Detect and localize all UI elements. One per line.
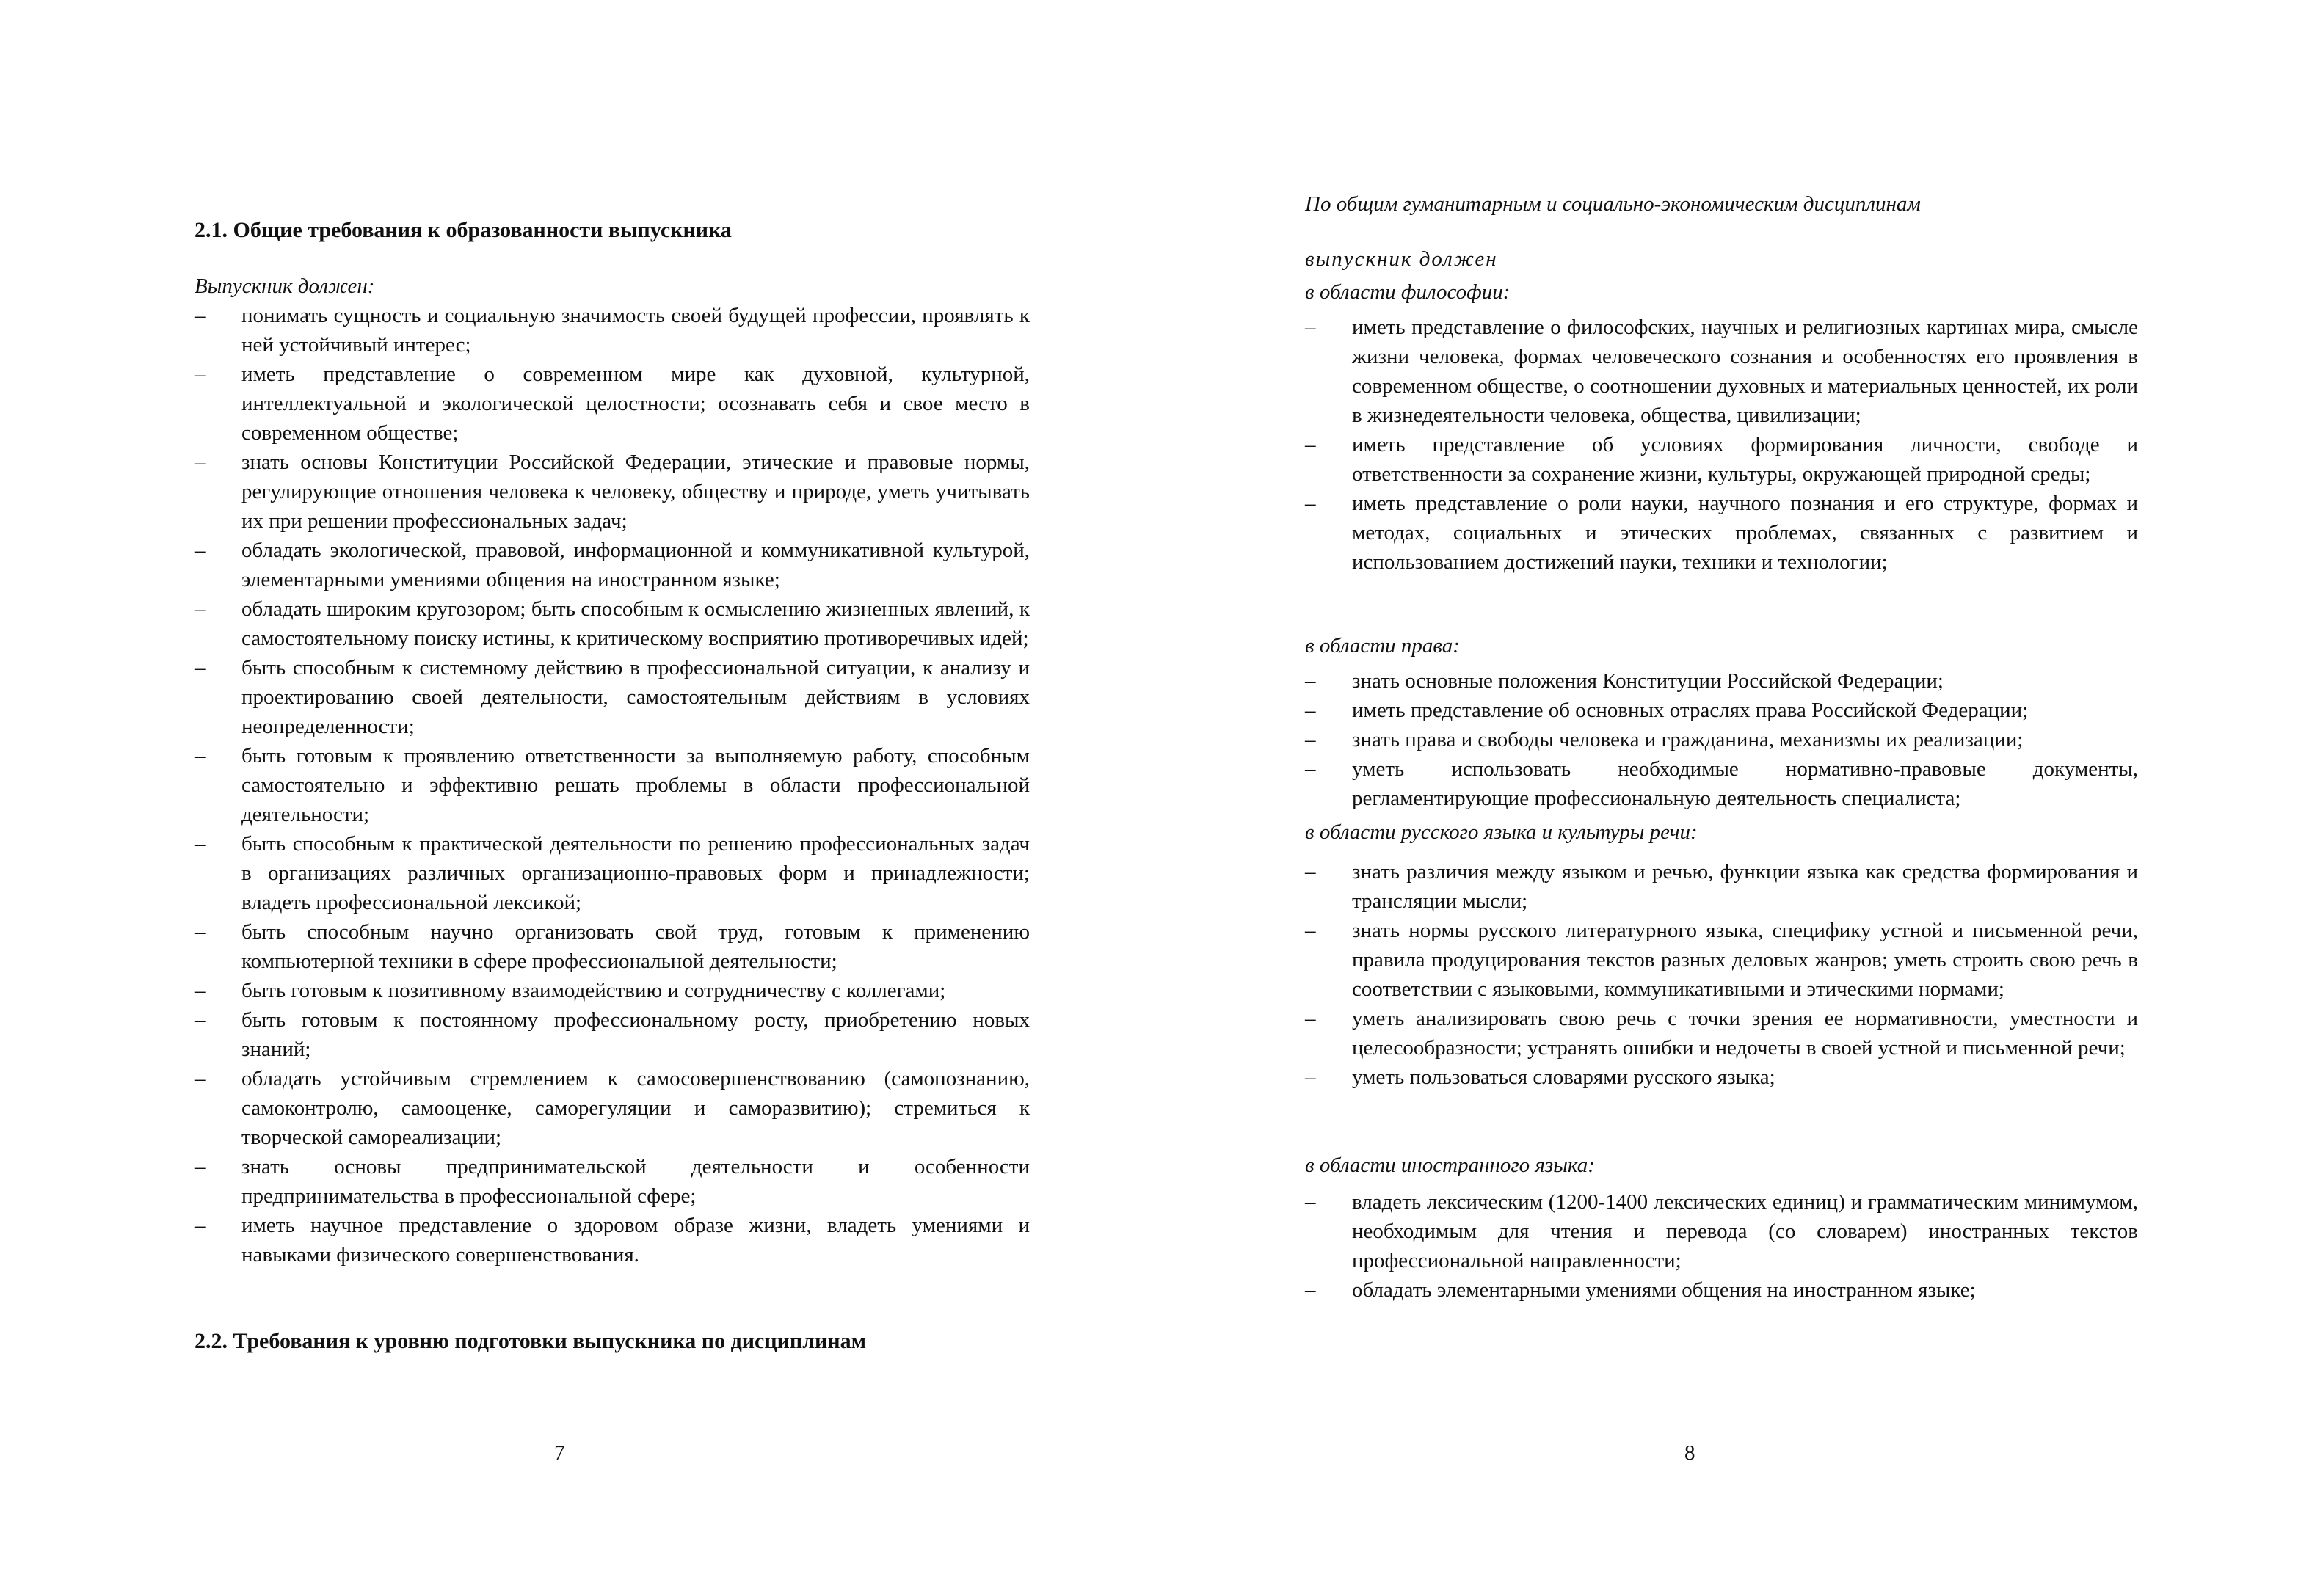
list-item: – знать права и свободы человека и гражданина, механизмы их реализации;	[1305, 725, 2138, 754]
list-item: – быть способным к системному действию в профессиональной ситуации, к анализу и проектированию своей деятельности, самостоятельным действиям в условиях неопределенности;	[195, 653, 1030, 741]
philosophy-title: в области философии:	[1305, 280, 1511, 304]
section-heading-2-1: 2.1. Общие требования к образованности выпускника	[195, 218, 732, 242]
section-heading-2-2: 2.2. Требования к уровню подготовки выпускника по дисциплинам	[195, 1329, 867, 1353]
list-item: – знать основы Конституции Российской Федерации, этические и правовые нормы, регулирующие отношения человека к человеку, обществу и природе, уметь учитывать их при решении профессиональных задач;	[195, 448, 1030, 536]
list-item: – иметь представление о философских, научных и религиозных картинах мира, смысле жизни человека, формах человеческого сознания и особенностях его проявления в современном обществе, о соотношении духовных и материальных ценностей, их роли в жизнедеятельности человека, общества, цивилизации;	[1305, 313, 2138, 430]
list-item: – иметь научное представление о здоровом образе жизни, владеть умениями и навыками физического совершенствования.	[195, 1211, 1030, 1269]
list-item: – владеть лексическим (1200-1400 лексических единиц) и грамматическим минимумом, необходимым для чтения и перевода (со словарем) иностранных текстов профессиональной направленности;	[1305, 1187, 2138, 1275]
list-item: – уметь анализировать свою речь с точки зрения ее нормативности, уместности и целесообразности; устранять ошибки и недочеты в своей устной и письменной речи;	[1305, 1004, 2138, 1063]
page-number: 7	[554, 1441, 565, 1465]
graduate-line: выпускник должен	[1305, 247, 1498, 271]
disciplines-title: По общим гуманитарным и социально-экономическим дисциплинам	[1305, 192, 1921, 216]
list-item: – быть готовым к постоянному профессиональному росту, приобретению новых знаний;	[195, 1005, 1030, 1064]
law-title: в области права:	[1305, 634, 1460, 657]
list-item: – быть готовым к проявлению ответственности за выполняемую работу, способным самостоятельно и эффективно решать проблемы в области профессиональной деятельности;	[195, 741, 1030, 829]
list-item: – знать основные положения Конституции Российской Федерации;	[1305, 666, 2138, 696]
foreign-language-list	[1305, 1187, 2138, 1305]
list-item: – знать основы предпринимательской деятельности и особенности предпринимательства в профессиональной сфере;	[195, 1152, 1030, 1211]
law-list	[1305, 666, 2138, 813]
foreign-language-title: в области иностранного языка:	[1305, 1154, 1595, 1177]
list-item: – обладать широким кругозором; быть способным к осмыслению жизненных явлений, к самостоятельному поиску истины, к критическому восприятию противоречивых идей;	[195, 594, 1030, 653]
russian-language-title: в области русского языка и культуры речи:	[1305, 820, 1698, 844]
list-item: – уметь использовать необходимые нормативно-правовые документы, регламентирующие профессиональную деятельность специалиста;	[1305, 754, 2138, 813]
list-item: – уметь пользоваться словарями русского языка;	[1305, 1063, 2138, 1092]
list-item: – обладать устойчивым стремлением к самосовершенствованию (самопознанию, самоконтролю, самооценке, саморегуляции и саморазвитию); стремиться к творческой самореализации;	[195, 1064, 1030, 1152]
general-requirements-list	[195, 301, 1030, 1269]
list-item: – быть способным к практической деятельности по решению профессиональных задач в организациях различных организационно-правовых форм и принадлежности; владеть профессиональной лексикой;	[195, 829, 1030, 917]
list-item: – иметь представление о роли науки, научного познания и его структуре, формах и методах, социальных и этических проблемах, связанных с развитием и использованием достижений науки, техники и технологии;	[1305, 489, 2138, 577]
list-item: – быть способным научно организовать свой труд, готовым к применению компьютерной техники в сфере профессиональной деятельности;	[195, 917, 1030, 976]
list-item: – обладать экологической, правовой, информационной и коммуникативной культурой, элементарными умениями общения на иностранном языке;	[195, 536, 1030, 594]
list-item: – иметь представление об условиях формирования личности, свободе и ответственности за сохранение жизни, культуры, окружающей природной среды;	[1305, 430, 2138, 489]
list-item: – понимать сущность и социальную значимость своей будущей профессии, проявлять к ней устойчивый интерес;	[195, 301, 1030, 360]
philosophy-list	[1305, 313, 2138, 577]
list-item: – обладать элементарными умениями общения на иностранном языке;	[1305, 1275, 2138, 1305]
page-number: 8	[1684, 1441, 1695, 1465]
list-item: – знать различия между языком и речью, функции языка как средства формирования и трансляции мысли;	[1305, 857, 2138, 916]
list-item: – иметь представление о современном мире как духовной, культурной, интеллектуальной и экологической целостности; осознавать себя и свое место в современном обществе;	[195, 360, 1030, 448]
list-item: – знать нормы русского литературного языка, специфику устной и письменной речи, правила продуцирования текстов разных деловых жанров; уметь строить свою речь в соответствии с языковыми, коммуникативными и этическими нормами;	[1305, 916, 2138, 1004]
russian-language-list	[1305, 857, 2138, 1092]
graduate-intro: Выпускник должен:	[195, 274, 375, 298]
right-page	[1156, 0, 2312, 1596]
list-item: – иметь представление об основных отраслях права Российской Федерации;	[1305, 696, 2138, 725]
list-item: – быть готовым к позитивному взаимодействию и сотрудничеству с коллегами;	[195, 976, 1030, 1005]
